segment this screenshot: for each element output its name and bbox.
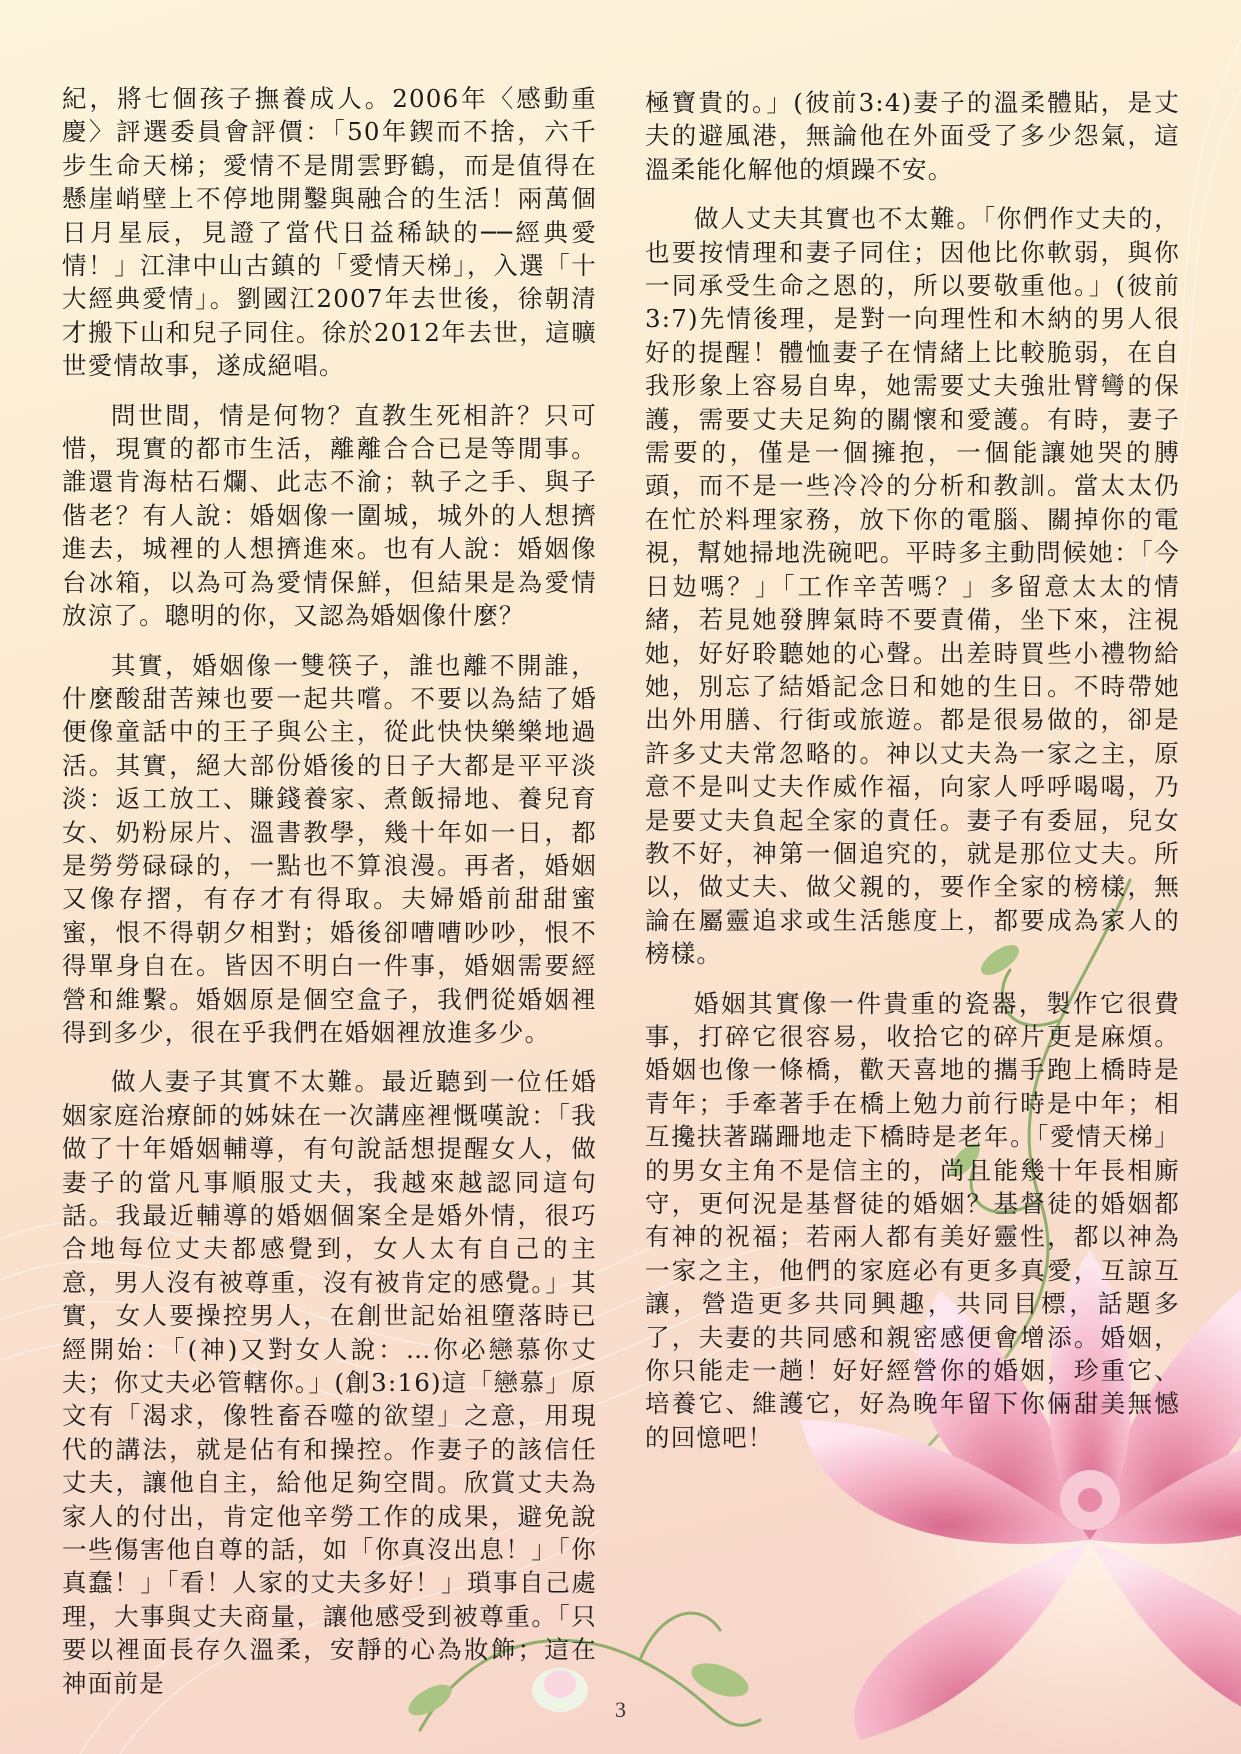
paragraph: 做人丈夫其實也不太難。「你們作丈夫的，也要按情理和妻子同住；因他比你軟弱，與你一同承受生命之恩的，所以要敬重他。」(彼前3:7)先情後理，是對一向理性和木納的男人很好的提醒！體恤妻子在情緒上比較脆弱，在自我形象上容易自卑，她需要丈夫強壯臂彎的保護，需要丈夫足夠的關懷和愛護。有時，妻子需要的，僅是一個擁抱，一個能讓她哭的膊頭，而不是一些冷冷的分析和教訓。當太太仍在忙於料理家務，放下你的電腦、關掉你的電視，幫她掃地洗碗吧。平時多主動問候她：「今日攰嗎？」「工作辛苦嗎？」多留意太太的情緒，若見她發脾氣時不要責備，坐下來，注視她，好好聆聽她的心聲。出差時買些小禮物給她，別忘了結婚記念日和她的生日。不時帶她出外用膳、行街或旅遊。都是很易做的，卻是許多丈夫常忽略的。神以丈夫為一家之主，原意不是叫丈夫作威作福，向家人呼呼喝喝，乃是要丈夫負起全家的責任。妻子有委屈，兒女教不好，神第一個追究的，就是那位丈夫。所以，做丈夫、做父親的，要作全家的榜樣，無論在屬靈追求或生活態度上，都要成為家人的榜樣。: [645, 204, 1180, 969]
paragraph: 極寶貴的。」(彼前3:4)妻子的溫柔體貼，是丈夫的避風港，無論他在外面受了多少怨氣，這溫柔能化解他的煩躁不安。: [645, 88, 1180, 184]
right-column: [645, 86, 1180, 1470]
left-column: [62, 82, 597, 1716]
paragraph: 問世間，情是何物？直教生死相許？只可惜，現實的都市生活，離離合合已是等閒事。誰還肯海枯石爛、此志不渝；執子之手、與子偕老？有人說：婚姻像一圍城，城外的人想擠進去，城裡的人想擠進來。也有人說：婚姻像台冰箱，以為可為愛情保鮮，但結果是為愛情放涼了。聰明的你，又認為婚姻像什麼？: [62, 400, 597, 631]
paragraph: 其實，婚姻像一雙筷子，誰也離不開誰，什麼酸甜苦辣也要一起共嚐。不要以為結了婚便像童話中的王子與公主，從此快快樂樂地過活。其實，絕大部份婚後的日子大都是平平淡淡：返工放工、賺錢養家、煮飯掃地、養兒育女、奶粉尿片、溫書教學，幾十年如一日，都是勞勞碌碌的，一點也不算浪漫。再者，婚姻又像存摺，有存才有得取。夫婦婚前甜甜蜜蜜，恨不得朝夕相對；婚後卻嘈嘈吵吵，恨不得單身自在。皆因不明白一件事，婚姻需要經營和維繫。婚姻原是個空盒子，我們從婚姻裡得到多少，很在乎我們在婚姻裡放進多少。: [62, 650, 597, 1047]
page-number: 3: [615, 1697, 626, 1722]
paragraph: 做人妻子其實不太難。最近聽到一位任婚姻家庭治療師的姊妹在一次講座裡慨嘆說：「我做了十年婚姻輔導，有句說話想提醒女人，做妻子的當凡事順服丈夫，我越來越認同這句話。我最近輔導的婚姻個案全是婚外情，很巧合地每位丈夫都感覺到，女人太有自己的主意，男人沒有被尊重，沒有被肯定的感覺。」其實，女人要操控男人，在創世記始祖墮落時已經開始：「(神)又對女人說：…你必戀慕你丈夫；你丈夫必管轄你。」(創3:16)這「戀慕」原文有「渴求，像牲畜吞噬的欲望」之意，用現代的講法，就是佔有和操控。作妻子的該信任丈夫，讓他自主，給他足夠空間。欣賞丈夫為家人的付出，肯定他辛勞工作的成果，避免說一些傷害他自尊的話，如「你真沒出息！」「你真蠢！」「看！人家的丈夫多好！」瑣事自己處理，大事與丈夫商量，讓他感受到被尊重。「只要以裡面長存久溫柔，安靜的心為妝飾；這在神面前是: [62, 1067, 597, 1698]
paragraph: 紀，將七個孩子撫養成人。2006年〈感動重慶〉評選委員會評價：「50年鍥而不捨，六千步生命天梯；愛情不是閒雲野鶴，而是值得在懸崖峭壁上不停地開鑿與融合的生活！兩萬個日月星辰，見證了當代日益稀缺的──經典愛情！」江津中山古鎮的「愛情天梯」，入選「十大經典愛情」。劉國江2007年去世後，徐朝清才搬下山和兒子同住。徐於2012年去世，這曠世愛情故事，遂成絕唱。: [62, 84, 597, 381]
paragraph: 婚姻其實像一件貴重的瓷器，製作它很費事，打碎它很容易，收拾它的碎片更是麻煩。婚姻也像一條橋，歡天喜地的攜手跑上橋時是青年；手牽著手在橋上勉力前行時是中年；相互攙扶著蹣跚地走下橋時是老年。「愛情天梯」的男女主角不是信主的，尚且能幾十年長相廝守，更何況是基督徒的婚姻？基督徒的婚姻都有神的祝福；若兩人都有美好靈性，都以神為一家之主，他們的家庭必有更多真愛，互諒互讓，營造更多共同興趣，共同目標，話題多了，夫妻的共同感和親密感便會增添。婚姻，你只能走一趟！好好經營你的婚姻，珍重它、培養它、維護它，好為晚年留下你倆甜美無憾的回憶吧！: [645, 988, 1180, 1452]
